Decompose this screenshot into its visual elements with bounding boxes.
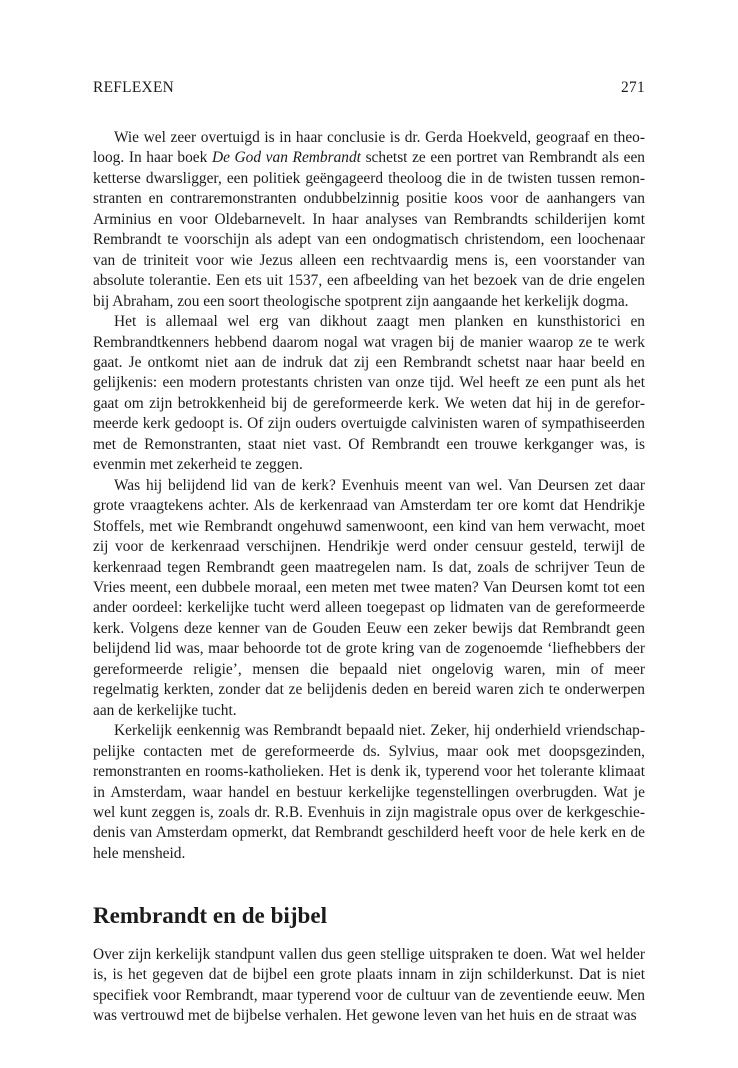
paragraph-1: Wie wel zeer overtuigd is in haar conclusie is dr. Gerda Hoekveld, geograaf en theoloog. In haar boek De God van Rembrandt schetst ze een portret van Rembrandt als een ketterse dwarsligger, een politiek geëngageerd theoloog die in de twisten tussen remonstranten en contraremonstranten ondubbelzinnig positie koos voor de aanhangers van Arminius en voor Oldebarnevelt. In haar analyses van Rembrandts schilderijen komt Rembrandt te voorschijn als adept van een ondogmatisch christendom, een loochenaar van de triniteit voor wie Jezus alleen een rechtvaardig mens is, een voorstander van absolute tolerantie. Een ets uit 1537, een afbeelding van het bezoek van de drie engelen bij Abraham, zou een soort theologische spotprent zijn aangaande het kerkelijk dogma. bbox=[93, 129, 645, 310]
paragraph-3: Was hij belijdend lid van de kerk? Evenhuis meent van wel. Van Deursen zet daar grote vraagtekens achter. Als de kerkenraad van Amsterdam ter ore komt dat Hendrikje Stoffels, met wie Rembrandt ongehuwd samenwoont, een kind van hem verwacht, moet zij voor de kerkenraad verschijnen. Hendrikje werd onder censuur gesteld, terwijl de kerkenraad tegen Rembrandt geen maatregelen nam. Is dat, zoals de schrijver Teun de Vries meent, een dubbele moraal, een meten met twee maten? Van Deursen komt tot een ander oordeel: kerkelijke tucht werd alleen toegepast op lidmaten van de gereformeerde kerk. Volgens deze kenner van de Gouden Eeuw een zeker bewijs dat Rembrandt geen belijdend lid was, maar behoorde tot de grote kring van de zogenoemde ‘liefhebbers der gereformeerde religie’, mensen die bepaald niet ongelovig waren, min of meer regelmatig kerkten, zonder dat ze belijdenis deden en bereid waren zich te onderwerpen aan de kerkelijke tucht. bbox=[93, 476, 645, 719]
book-title: De God van Rembrandt bbox=[211, 149, 361, 167]
paragraph-2: Het is allemaal wel erg van dikhout zaagt men planken en kunsthistorici en Rembrandtkenners hebbend daarom nogal wat vragen bij de manier waarop ze te werk gaat. Je ontkomt niet aan de indruk dat zij een Rembrandt schetst naar haar beeld en gelijkenis: een modern protestants christen van onze tijd. Wel heeft ze een punt als het gaat om zijn betrokkenheid bij de gereformeerde kerk. We weten dat hij in de gereformeerde kerk gedoopt is. Of zijn ouders overtuigde calvinisten waren of sympathiseerden met de Remonstranten, staat niet vast. Of Rembrandt een trouwe kerkganger was, is evenmin met zekerheid te zeggen. bbox=[93, 313, 645, 474]
body-text bbox=[93, 128, 645, 864]
running-title: REFLEXEN bbox=[93, 79, 175, 96]
book-page bbox=[93, 78, 645, 1027]
paragraph-4: Kerkelijk eenkennig was Rembrandt bepaald niet. Zeker, hij onderhield vriendschappelijke contacten met de gereformeerde ds. Sylvius, maar ook met doopsgezinden, remonstranten en rooms-katholieken. Het is denk ik, typerend voor het tolerante klimaat in Amsterdam, waar handel en bestuur kerkelijke tegenstellingen overbrugden. Wat je wel kunt zeggen is, zoals dr. R.B. Evenhuis in zijn magistrale opus over de kerkgeschiedenis van Amsterdam opmerkt, dat Rembrandt geschilderd heeft voor de hele kerk en de hele mensheid. bbox=[93, 722, 645, 862]
running-header bbox=[93, 78, 645, 98]
section-heading: Rembrandt en de bijbel bbox=[93, 902, 327, 929]
page-number: 271 bbox=[621, 79, 645, 96]
section-paragraph: Over zijn kerkelijk standpunt vallen dus geen stellige uitspraken te doen. Wat wel helder is, is het gegeven dat de bijbel een grote plaats innam in zijn schilderkunst. Dat is niet specifiek voor Rembrandt, maar typerend voor de cultuur van de zeventiende eeuw. Men was vertrouwd met de bijbelse verhalen. Het gewone leven van het huis en de straat was bbox=[93, 945, 645, 1025]
